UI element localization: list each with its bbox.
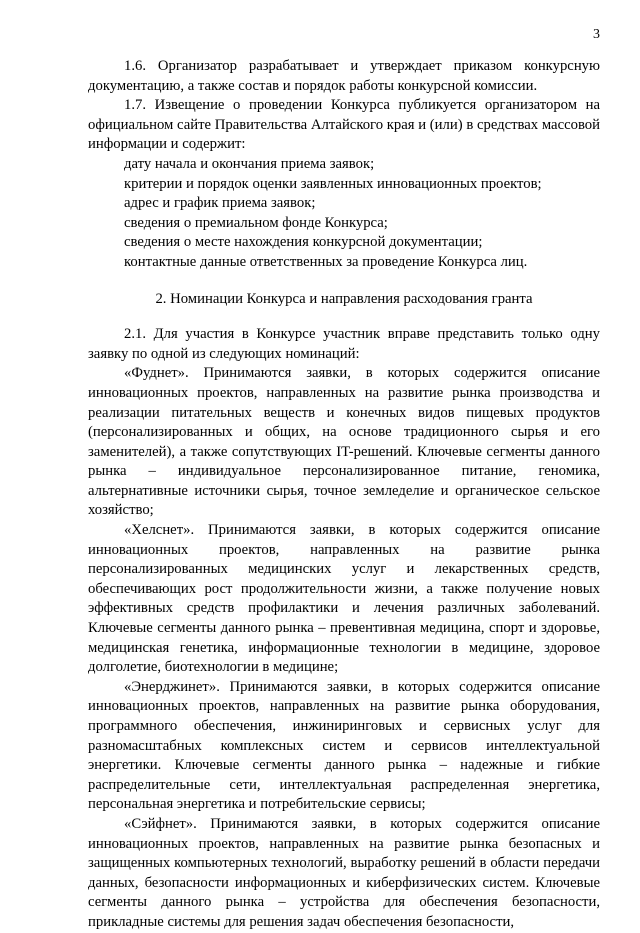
document-body bbox=[88, 57, 600, 933]
page-number: 3 bbox=[593, 27, 600, 42]
list-item: адрес и график приема заявок; bbox=[124, 195, 316, 212]
list-item: контактные данные ответственных за проведение Конкурса лиц. bbox=[124, 253, 528, 270]
paragraph-1-6: 1.6. Организатор разрабатывает и утверждает приказом конкурсную документацию, а также состав и порядок работы конкурсной комиссии. bbox=[88, 58, 600, 94]
paragraph-safenet: «Сэйфнет». Принимаются заявки, в которых содержится описание инновационных проектов, направленных на развитие рынка безопасных и защищенных компьютерных технологий, выработку решений в области передачи данных, безопасности информационных и киберфизических систем. Ключевые сегменты данного рынка – устройства для обеспечения безопасности, прикладные системы для решения задач обеспечения безопасности, bbox=[88, 815, 600, 930]
paragraph-foodnet: «Фуднет». Принимаются заявки, в которых содержится описание инновационных проектов, направленных на развитие рынка производства и реализации питательных веществ и конечных видов пищевых продуктов (персонализированных и общих, на основе традиционного сырья и его заменителей), а также сопутствующих IT-решений. Ключевые сегменты данного рынка – индивидуальное персонализированное питание, геномика, альтернативные источники сырья, точное земледелие и органическое сельское хозяйство; bbox=[88, 365, 600, 519]
list-item: дату начала и окончания приема заявок; bbox=[124, 155, 375, 172]
list-item: критерии и порядок оценки заявленных инновационных проектов; bbox=[124, 175, 542, 192]
paragraph-2-1: 2.1. Для участия в Конкурсе участник вправе представить только одну заявку по одной из следующих номинаций: bbox=[88, 326, 600, 362]
list-item: сведения о месте нахождения конкурсной документации; bbox=[124, 234, 483, 251]
list-item: сведения о премиальном фонде Конкурса; bbox=[124, 214, 388, 231]
section-heading: 2. Номинации Конкурса и направления расходования гранта bbox=[155, 290, 533, 307]
paragraph-healthnet: «Хелснет». Принимаются заявки, в которых содержится описание инновационных проектов, направленных на развитие рынка персонализированных медицинских услуг и лекарственных средств, обеспечивающих рост продолжительности жизни, а также получение новых эффективных средств профилактики и лечения различных заболеваний. Ключевые сегменты данного рынка – превентивная медицина, спорт и здоровье, медицинская генетика, информационные технологии в медицине, здоровое долголетие, биотехнологии в медицине; bbox=[88, 522, 600, 676]
paragraph-1-7: 1.7. Извещение о проведении Конкурса публикуется организатором на официальном сайте Правительства Алтайского края и (или) в средствах массовой информации и содержит: bbox=[88, 97, 600, 153]
paragraph-energynet: «Энерджинет». Принимаются заявки, в которых содержится описание инновационных проектов, направленных на развитие рынка оборудования, программного обеспечения, инжиниринговых и сервисных услуг для разномасштабных комплексных систем и сервисов интеллектуальной энергетики. Ключевые сегменты данного рынка – надежные и гибкие распределительные сети, интеллектуальная распределенная энергетика, персональная энергетика и потребительские сервисы; bbox=[88, 678, 600, 813]
